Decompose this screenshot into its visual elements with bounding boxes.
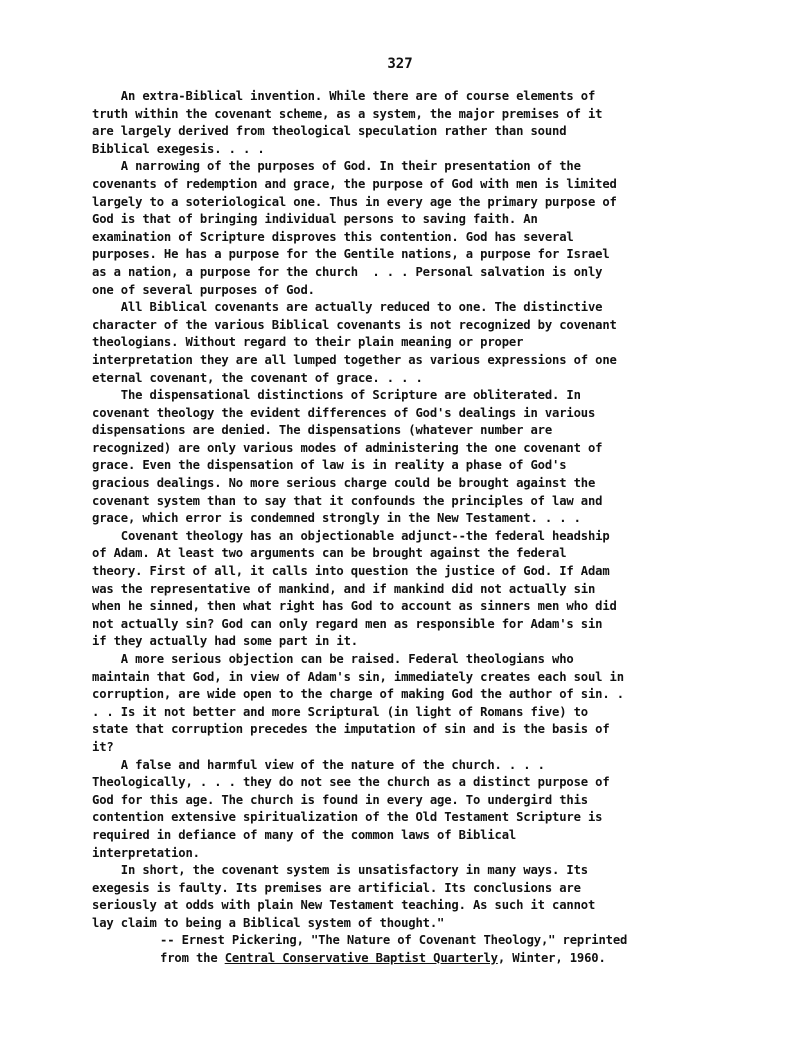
text-line: are largely derived from theological speculation rather than sound bbox=[92, 124, 567, 139]
text-line: maintain that God, in view of Adam's sin, immediately creates each soul in bbox=[92, 669, 624, 684]
text-line: interpretation they are all lumped together as various expressions of one bbox=[92, 352, 617, 367]
paragraph-serious-objection bbox=[92, 651, 742, 757]
text-line: required in defiance of many of the common laws of Biblical bbox=[92, 827, 517, 842]
text-line: theologians. Without regard to their plain meaning or proper bbox=[92, 335, 524, 350]
text-line: All Biblical covenants are actually reduced to one. The distinctive bbox=[92, 300, 603, 315]
text-line: was the representative of mankind, and if mankind did not actually sin bbox=[92, 581, 596, 596]
text-line: if they actually had some part in it. bbox=[92, 634, 358, 649]
text-line: corruption, are wide open to the charge of making God the author of sin. . bbox=[92, 687, 624, 702]
text-line: interpretation. bbox=[92, 845, 200, 860]
page-number: 327 bbox=[387, 56, 413, 72]
text-line: examination of Scripture disproves this contention. God has several bbox=[92, 229, 574, 244]
text-line: of Adam. At least two arguments can be brought against the federal bbox=[92, 546, 567, 561]
text-line: truth within the covenant scheme, as a system, the major premises of it bbox=[92, 106, 603, 121]
attribution-suffix: , Winter, 1960. bbox=[497, 950, 606, 965]
text-line: eternal covenant, the covenant of grace. . . . bbox=[92, 370, 423, 385]
publication-title: Central Conservative Baptist Quarterly bbox=[224, 950, 498, 965]
text-line: it? bbox=[92, 739, 114, 754]
text-line: gracious dealings. No more serious charge could be brought against the bbox=[92, 476, 596, 491]
text-line: covenant system than to say that it confounds the principles of law and bbox=[92, 493, 603, 508]
text-line: seriously at odds with plain New Testament teaching. As such it cannot bbox=[92, 898, 596, 913]
paragraph-view-of-church bbox=[92, 757, 742, 863]
quotation-body bbox=[92, 88, 742, 933]
text-line: purposes. He has a purpose for the Gentile nations, a purpose for Israel bbox=[92, 247, 610, 262]
text-line: Covenant theology has an objectionable adjunct--the federal headship bbox=[92, 528, 610, 543]
text-line: A false and harmful view of the nature of the church. . . . bbox=[92, 757, 545, 772]
text-line: The dispensational distinctions of Scripture are obliterated. In bbox=[92, 388, 581, 403]
paragraph-dispensational-distinctions bbox=[92, 387, 742, 528]
text-line: as a nation, a purpose for the church . . . Personal salvation is only bbox=[92, 264, 603, 279]
text-line: contention extensive spiritualization of the Old Testament Scripture is bbox=[92, 810, 603, 825]
text-line: grace, which error is condemned strongly in the New Testament. . . . bbox=[92, 511, 581, 526]
text-line: grace. Even the dispensation of law is in reality a phase of God's bbox=[92, 458, 567, 473]
text-line: largely to a soteriological one. Thus in every age the primary purpose of bbox=[92, 194, 617, 209]
text-line: covenant theology the evident differences of God's dealings in various bbox=[92, 405, 596, 420]
text-line: Biblical exegesis. . . . bbox=[92, 141, 265, 156]
text-line: not actually sin? God can only regard men as responsible for Adam's sin bbox=[92, 616, 603, 631]
paragraph-federal-headship bbox=[92, 528, 742, 651]
attribution-prefix: from the bbox=[160, 950, 225, 965]
text-line: . . Is it not better and more Scriptural (in light of Romans five) to bbox=[92, 704, 588, 719]
text-line: covenants of redemption and grace, the purpose of God with men is limited bbox=[92, 176, 617, 191]
text-line: An extra-Biblical invention. While there are of course elements of bbox=[92, 89, 596, 103]
text-line: state that corruption precedes the imputation of sin and is the basis of bbox=[92, 722, 610, 737]
text-line: God for this age. The church is found in every age. To undergird this bbox=[92, 792, 588, 807]
text-line: In short, the covenant system is unsatisfactory in many ways. Its bbox=[92, 863, 588, 878]
text-line: God is that of bringing individual persons to saving faith. An bbox=[92, 212, 538, 227]
text-line: A more serious objection can be raised. Federal theologians who bbox=[92, 652, 574, 666]
text-line: recognized) are only various modes of administering the one covenant of bbox=[92, 440, 603, 455]
text-line: one of several purposes of God. bbox=[92, 282, 315, 297]
text-line: A narrowing of the purposes of God. In their presentation of the bbox=[92, 159, 581, 174]
text-line: exegesis is faulty. Its premises are artificial. Its conclusions are bbox=[92, 880, 581, 895]
text-line: when he sinned, then what right has God to account as sinners men who did bbox=[92, 599, 617, 614]
paragraph-in-short bbox=[92, 862, 742, 932]
text-line: character of the various Biblical covenants is not recognized by covenant bbox=[92, 317, 617, 332]
text-line: Theologically, . . . they do not see the church as a distinct purpose of bbox=[92, 775, 610, 790]
attribution bbox=[160, 932, 760, 967]
text-line: theory. First of all, it calls into question the justice of God. If Adam bbox=[92, 564, 610, 579]
text-line: lay claim to being a Biblical system of thought." bbox=[92, 915, 445, 930]
paragraph-narrowing-of-purposes bbox=[92, 158, 742, 299]
attribution-line-2 bbox=[160, 950, 760, 968]
attribution-line-1: -- Ernest Pickering, "The Nature of Covenant Theology," reprinted bbox=[160, 933, 628, 947]
paragraph-covenants-reduced bbox=[92, 299, 742, 387]
text-line: dispensations are denied. The dispensations (whatever number are bbox=[92, 423, 552, 438]
paragraph-extra-biblical-invention bbox=[92, 88, 742, 158]
